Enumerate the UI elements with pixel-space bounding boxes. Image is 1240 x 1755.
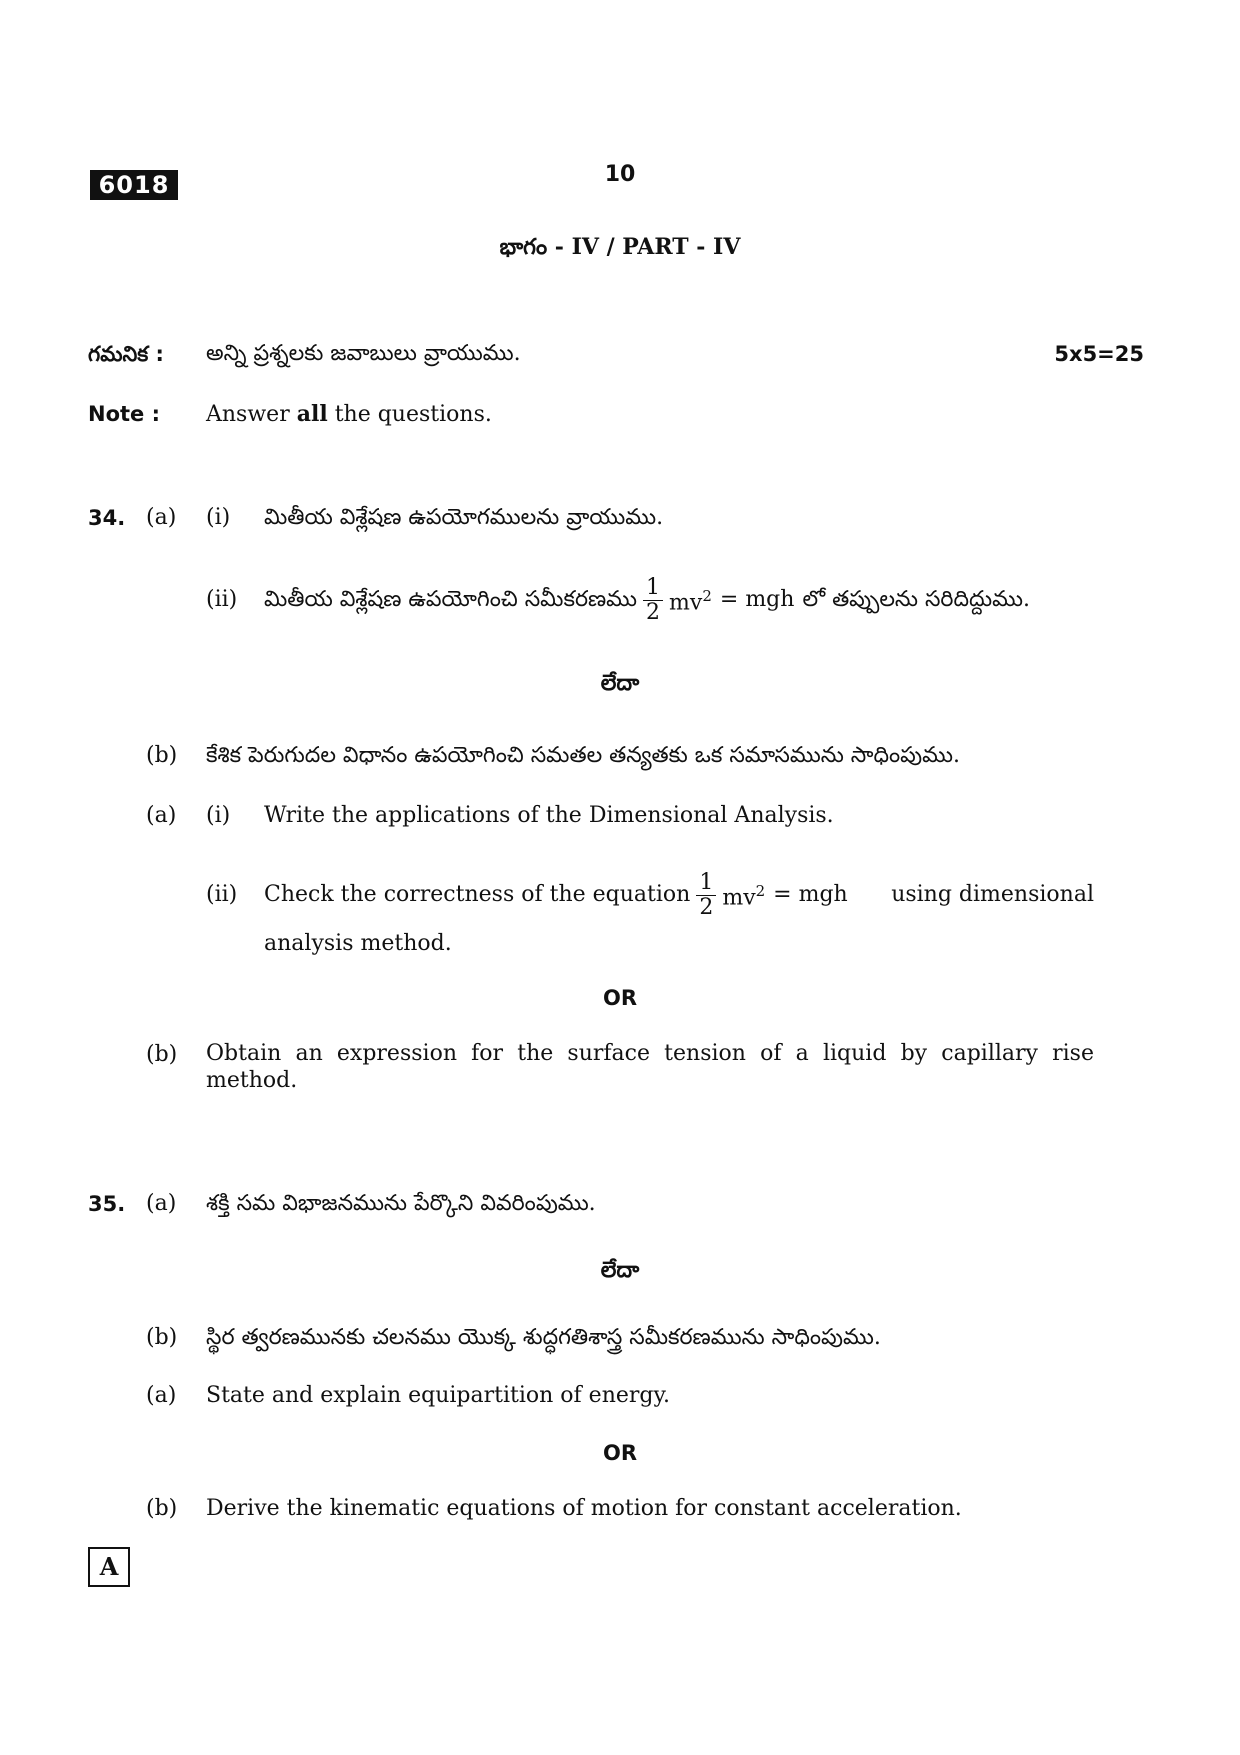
note-label-te: గమనిక :	[88, 342, 164, 366]
q34-en-a-ii-label: (ii)	[206, 882, 238, 907]
version-mark: A	[88, 1547, 130, 1587]
part-title: భాగం - IV / PART - IV	[499, 234, 741, 260]
q35-en-a-label: (a)	[146, 1383, 177, 1408]
question-34-number: 34.	[88, 506, 126, 530]
q34-te-a-ii-text: మితీయ విశ్లేషణ ఉపయోగించి సమీకరణము $\frac{1}{2}$ $mv^2$ = mgh లో తప్పులను సరిదిద్దుము.	[264, 574, 1031, 625]
q34-te-a-label: (a)	[146, 505, 177, 530]
q34-en-a-i-label: (i)	[206, 803, 231, 828]
equation-rhs-en: = mgh	[773, 882, 848, 907]
equation-rhs: = mgh	[719, 587, 795, 612]
fraction-half-en: $\frac{1}{2}$	[696, 871, 716, 920]
q35-en-b-text: Derive the kinematic equations of motion for constant acceleration.	[206, 1496, 962, 1521]
q35-te-a-label: (a)	[146, 1191, 177, 1216]
q34-te-b-label: (b)	[146, 743, 178, 768]
q35-en-a-text: State and explain equipartition of energy.	[206, 1383, 670, 1408]
fraction-half: $\frac{1}{2}$	[643, 576, 663, 625]
q35-te-a-text: శక్తి సమ విభాజనమును పేర్కొని వివరింపుము.	[206, 1191, 596, 1216]
q34-en-a-label: (a)	[146, 803, 177, 828]
or-separator-te-35: లేదా	[600, 1257, 640, 1283]
q34-en-b-label: (b)	[146, 1042, 178, 1067]
marks-scheme: 5x5=25	[1054, 342, 1144, 366]
or-separator-te: లేదా	[600, 670, 640, 696]
paper-code: 6018	[90, 170, 178, 200]
q34-en-b-text: Obtain an expression for the surface tension of a liquid by capillary rise method.	[206, 1041, 1094, 1093]
question-35-number: 35.	[88, 1192, 126, 1216]
q34-te-a-i-text: మితీయ విశ్లేషణ ఉపయోగములను వ్రాయుము.	[264, 505, 664, 530]
q35-en-b-label: (b)	[146, 1496, 178, 1521]
page-number: 10	[604, 162, 636, 187]
q34-te-a-ii-label: (ii)	[206, 587, 238, 612]
note-text-te: అన్ని ప్రశ్నలకు జవాబులు వ్రాయుము.	[206, 341, 521, 366]
note-text-en: Answer all the questions.	[206, 401, 492, 427]
or-separator-en-35: OR	[602, 1441, 638, 1465]
q34-en-a-i-text: Write the applications of the Dimensional Analysis.	[264, 803, 834, 828]
q34-te-a-i-label: (i)	[206, 505, 231, 530]
q35-te-b-label: (b)	[146, 1325, 178, 1350]
q34-en-a-ii-continued: analysis method.	[264, 931, 452, 956]
q34-en-a-ii-text: Check the correctness of the equation $\frac{1}{2}$ $mv^2$ = mgh using dimensional	[264, 869, 1094, 920]
q35-te-b-text: స్థిర త్వరణమునకు చలనము యొక్క శుద్ధగతిశాస్త్ర సమీకరణమును సాధింపుము.	[206, 1325, 881, 1350]
note-label-en: Note :	[88, 402, 160, 426]
q34-te-b-text: కేశిక పెరుగుదల విధానం ఉపయోగించి సమతల తన్యతకు ఒక సమాసమును సాధింపుము.	[206, 743, 961, 768]
or-separator-en: OR	[602, 986, 638, 1010]
equation-lhs-en: $mv^2$	[722, 882, 766, 911]
equation-lhs: $mv^2$	[669, 587, 712, 616]
